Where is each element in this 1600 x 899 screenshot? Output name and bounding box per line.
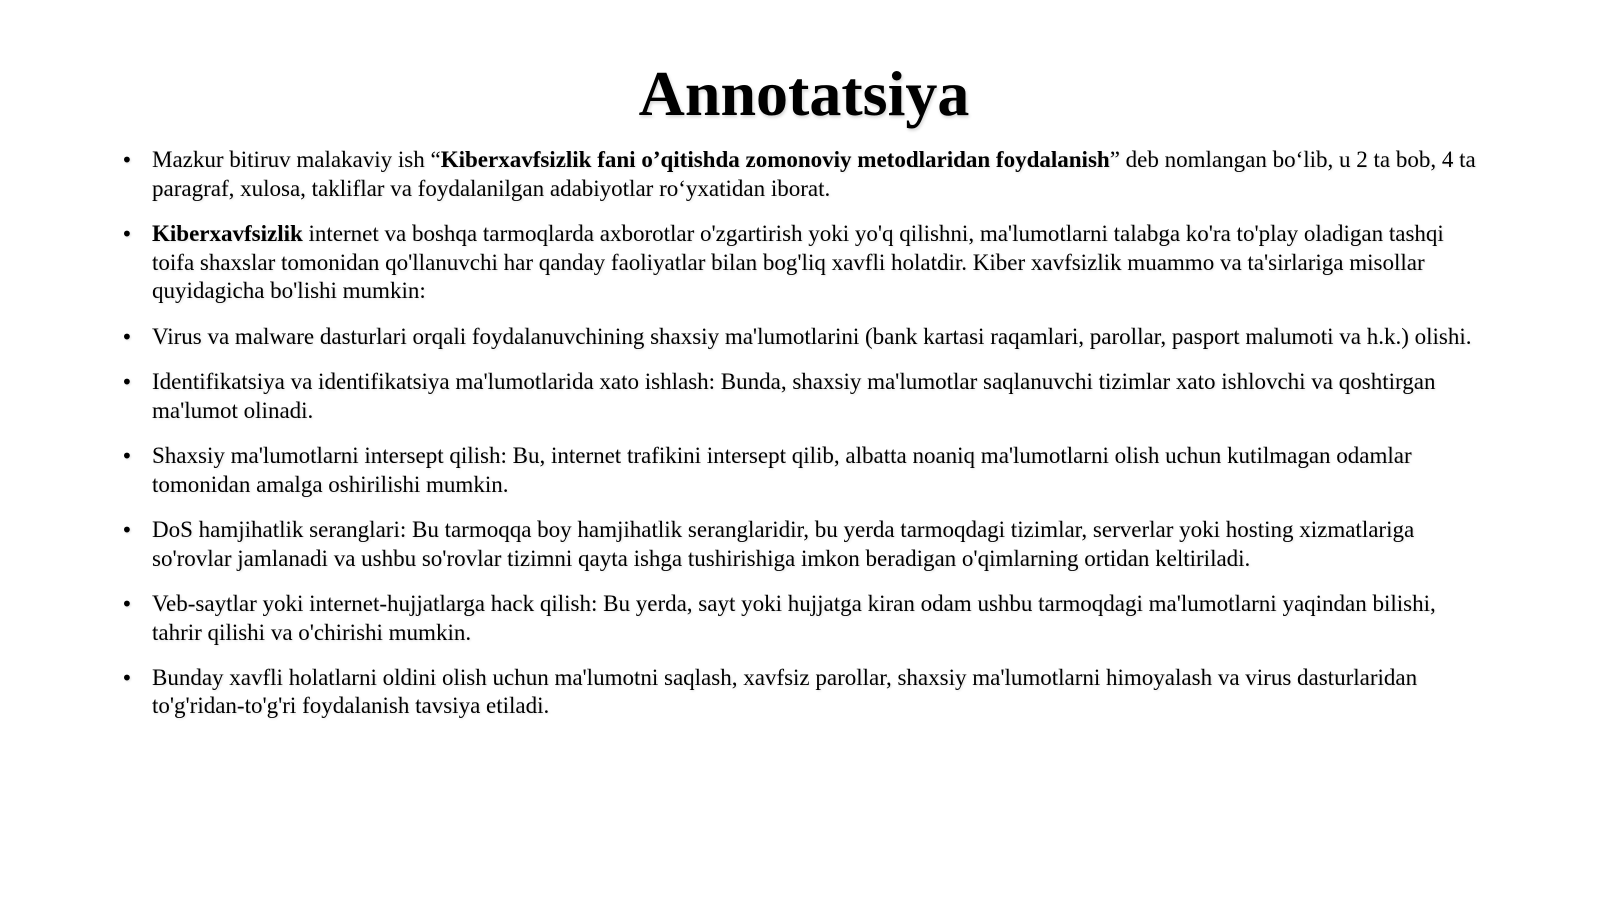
bullet-list — [121, 146, 1491, 738]
bullet-item-virus — [121, 323, 1491, 352]
bullet-text: Veb-saytlar yoki internet-hujjatlarga hack qilish: Bu yerda, sayt yoki hujjatga kiran odam ushbu tarmoqdagi ma'lumotlarni yaqindan bilishi, tahrir qilishi va o'chirishi mumkin. — [152, 590, 1436, 645]
bullet-text — [152, 147, 1476, 201]
definition-text: internet va boshqa tarmoqlarda axborotlar o'zgartirish yoki yo'q qilishni, ma'lumotlarni talabga ko'ra to'play oladigan tashqi toifa shaxslar tomonidan qo'llanuvchi har qanday faoliyatlar bilan bog'liq xavfli holatdir. Kiber xavfsizlik muammo va ta'sirlariga misollar quyidagicha bo'lishi mumkin: — [152, 220, 1444, 304]
thesis-title: Kiberxavfsizlik fani o’qitishda zomonoviy metodlaridan foydalanish — [440, 147, 1110, 172]
bullet-text: Shaxsiy ma'lumotlarni intersept qilish: Bu, internet trafikini intersept qilib, albatta noaniq ma'lumotlarni olish uchun kutilmagan odamlar tomonidan amalga oshirilishi mumkin. — [152, 442, 1412, 497]
bullet-item-prevention — [121, 664, 1491, 721]
definition-term: Kiberxavfsizlik — [152, 220, 303, 246]
bullet-icon: • — [121, 591, 133, 616]
bullet-text: DoS hamjihatlik seranglari: Bu tarmoqqa boy hamjihatlik seranglaridir, bu yerda tarmoqdagi tizimlar, serverlar yoki hosting xizmatlariga so'rovlar jamlanadi va ushbu so'rovlar tizimni qayta ishga tushirishiga imkon beradigan o'qimlarning ortidan keltiriladi. — [152, 516, 1415, 571]
bullet-item-intro — [121, 146, 1491, 203]
bullet-item-definition — [121, 220, 1491, 306]
bullet-item-identification — [121, 368, 1491, 425]
bullet-icon: • — [121, 369, 133, 394]
bullet-text: Bunday xavfli holatlarni oldini olish uchun ma'lumotni saqlash, xavfsiz parollar, shaxsiy ma'lumotlarni himoyalash va virus dasturlaridan to'g'ridan-to'g'ri foydalanish tavsiya etiladi. — [152, 664, 1418, 719]
bullet-text — [152, 221, 1444, 303]
bullet-text: Identifikatsiya va identifikatsiya ma'lumotlarida xato ishlash: Bunda, shaxsiy ma'lumotlar saqlanuvchi tizimlar xato ishlovchi va qoshtirgan ma'lumot olinadi. — [152, 368, 1436, 423]
bullet-icon: • — [121, 665, 133, 690]
bullet-item-dos — [121, 516, 1491, 573]
bullet-icon: • — [121, 221, 133, 246]
intro-text-start: Mazkur bitiruv malakaviy ish “ — [152, 147, 441, 172]
bullet-icon: • — [121, 148, 133, 172]
intro-text-end: ” deb nomlangan bo‘lib, u 2 ta bob, 4 ta paragraf, xulosa, takliflar va foydalanilgan adabiyotlar ro‘yxatidan iborat. — [152, 147, 1476, 201]
bullet-icon: • — [121, 517, 133, 542]
bullet-text: Virus va malware dasturlari orqali foydalanuvchining shaxsiy ma'lumotlarini (bank kartasi raqamlari, parollar, pasport malumoti va h.k.) olishi. — [152, 323, 1472, 349]
bullet-item-intercept — [121, 442, 1491, 499]
bullet-icon: • — [121, 443, 133, 468]
bullet-icon: • — [121, 324, 133, 349]
bullet-item-hack — [121, 590, 1491, 647]
slide-title: Annotatsiya — [638, 58, 970, 129]
